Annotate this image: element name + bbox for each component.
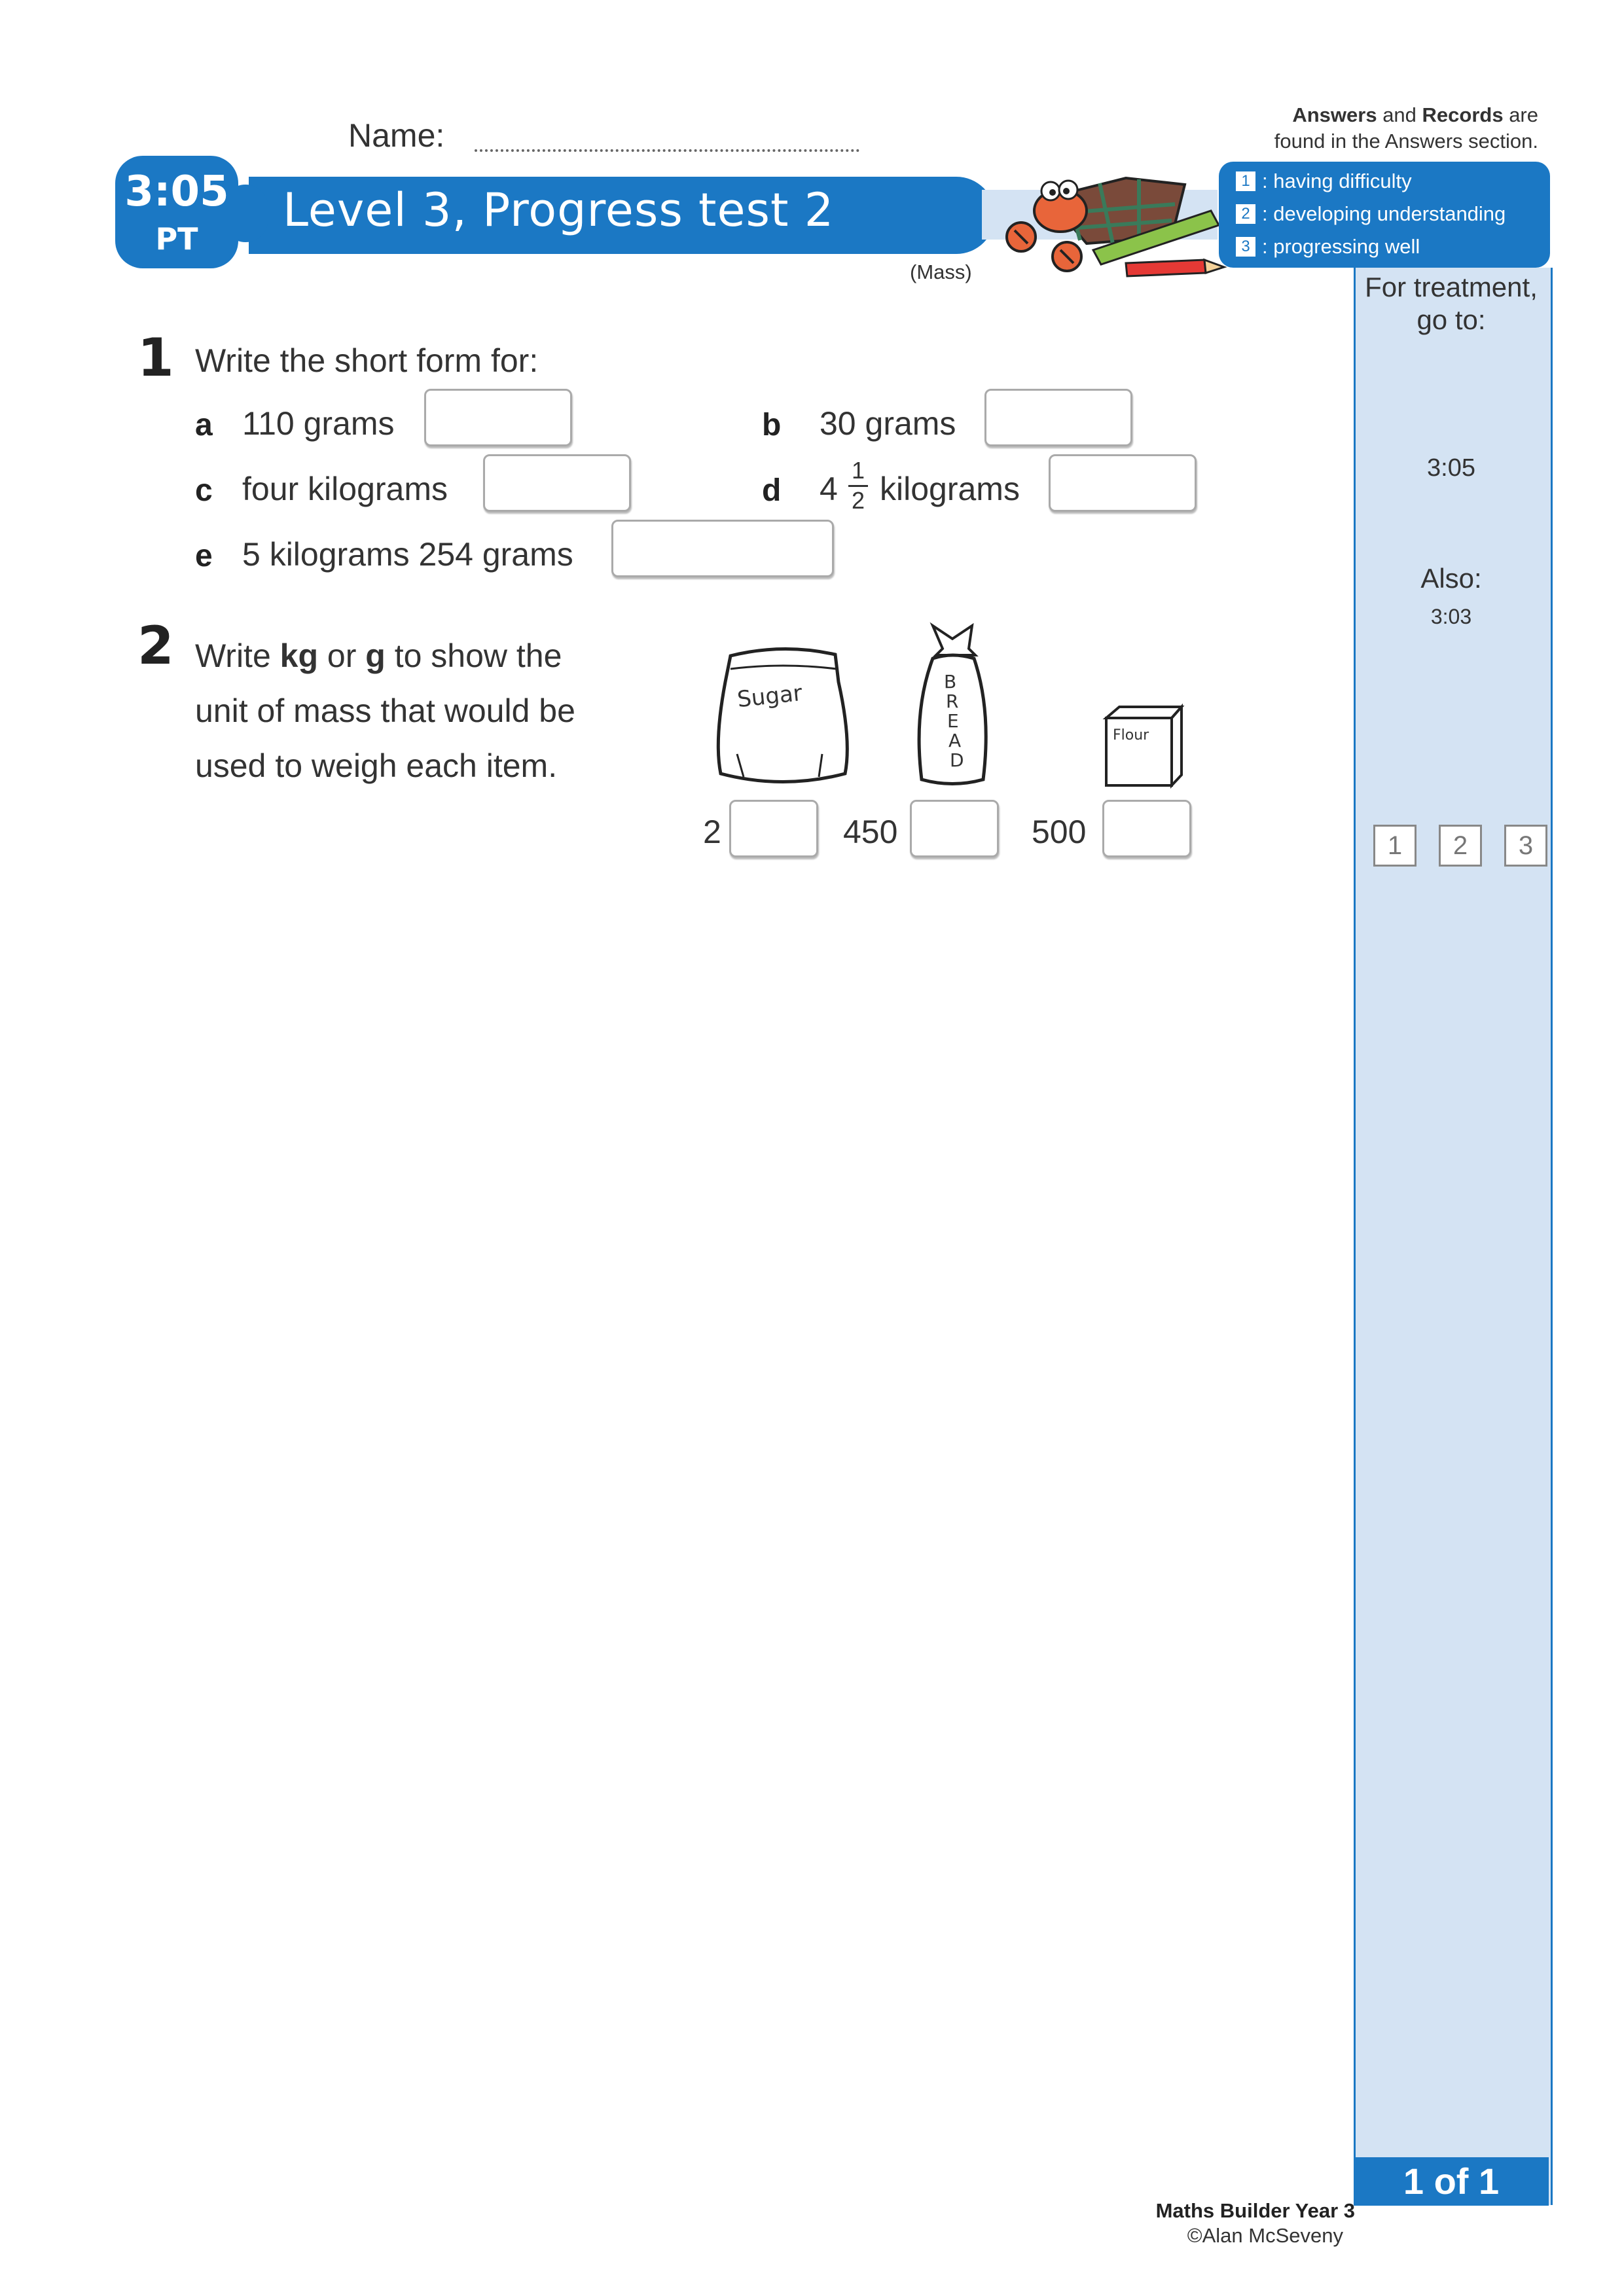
question-2-prompt: Write kg or g to show the unit of mass that would be used to weigh each item. — [195, 637, 575, 784]
sugar-bag-icon — [711, 643, 854, 788]
page-title: Level 3, Progress test 2 — [283, 183, 835, 237]
answer-box-c[interactable] — [483, 454, 631, 512]
item-letter-c: c — [195, 473, 213, 508]
bread-letter-d: D — [950, 749, 964, 771]
sugar-value: 2 — [703, 814, 721, 850]
item-text-e: 5 kilograms 254 grams — [242, 536, 573, 573]
fraction-denominator: 2 — [851, 487, 865, 514]
level-box-1[interactable]: 1 — [1373, 825, 1416, 867]
copyright: ©Alan McSeveny — [1187, 2224, 1343, 2247]
item-letter-d: d — [762, 473, 782, 508]
item-whole-d: 4 — [820, 471, 838, 507]
item-text-d: kilograms — [880, 471, 1020, 507]
item-letter-e: e — [195, 539, 213, 573]
key-row-2: 2 : developing understanding — [1236, 202, 1506, 226]
name-field[interactable] — [475, 149, 859, 152]
bread-letter-e: E — [947, 710, 959, 732]
bread-letter-r: R — [946, 691, 959, 712]
answer-box-flour[interactable] — [1102, 800, 1191, 857]
item-letter-b: b — [762, 408, 782, 442]
level-box-3[interactable]: 3 — [1504, 825, 1547, 867]
level-checkboxes — [1373, 825, 1547, 867]
answer-box-b[interactable] — [984, 389, 1132, 446]
key-row-3: 3 : progressing well — [1236, 235, 1420, 259]
code-number: 3:05 — [124, 168, 229, 216]
page-indicator: 1 of 1 — [1354, 2157, 1549, 2206]
also-value: 3:03 — [1430, 605, 1472, 628]
answer-box-a[interactable] — [424, 389, 572, 446]
fraction-numerator: 1 — [851, 457, 865, 484]
question-number-2: 2 — [137, 615, 174, 676]
answer-box-sugar[interactable] — [729, 800, 818, 857]
bread-letter-a: A — [948, 730, 962, 751]
also-label: Also: — [1420, 563, 1482, 594]
level-box-2[interactable]: 2 — [1439, 825, 1482, 867]
answers-note: Answers and Records are found in the Answers section. — [1274, 103, 1538, 152]
book-title: Maths Builder Year 3 — [1155, 2199, 1355, 2222]
answer-box-d[interactable] — [1049, 454, 1197, 512]
item-text-a: 110 grams — [242, 405, 395, 442]
flour-box-icon — [1100, 702, 1187, 789]
treatment-goto: 3:05 — [1427, 454, 1475, 482]
answer-box-e[interactable] — [611, 520, 834, 577]
item-text-b: 30 grams — [820, 405, 956, 442]
question-1-prompt: Write the short form for: — [195, 342, 539, 379]
flour-value: 500 — [1032, 814, 1087, 850]
answer-box-bread[interactable] — [910, 800, 999, 857]
bread-value: 450 — [843, 814, 898, 850]
treatment-sidebar — [1354, 268, 1553, 2205]
crab-mascot-icon — [988, 152, 1231, 283]
flour-label: Flour — [1113, 727, 1149, 744]
bread-letter-b: B — [944, 671, 957, 692]
topic-label: (Mass) — [910, 260, 972, 283]
sugar-label: Sugar — [736, 679, 804, 713]
code-type: PT — [155, 221, 198, 257]
level-key — [1219, 162, 1550, 268]
bread-bag-icon — [910, 619, 995, 788]
item-text-c: four kilograms — [242, 471, 448, 507]
question-number-1: 1 — [137, 327, 174, 388]
name-label: Name: — [348, 117, 445, 154]
key-row-1: 1 : having difficulty — [1236, 170, 1412, 193]
treatment-label: For treatment, go to: — [1365, 272, 1538, 335]
item-letter-a: a — [195, 408, 213, 442]
